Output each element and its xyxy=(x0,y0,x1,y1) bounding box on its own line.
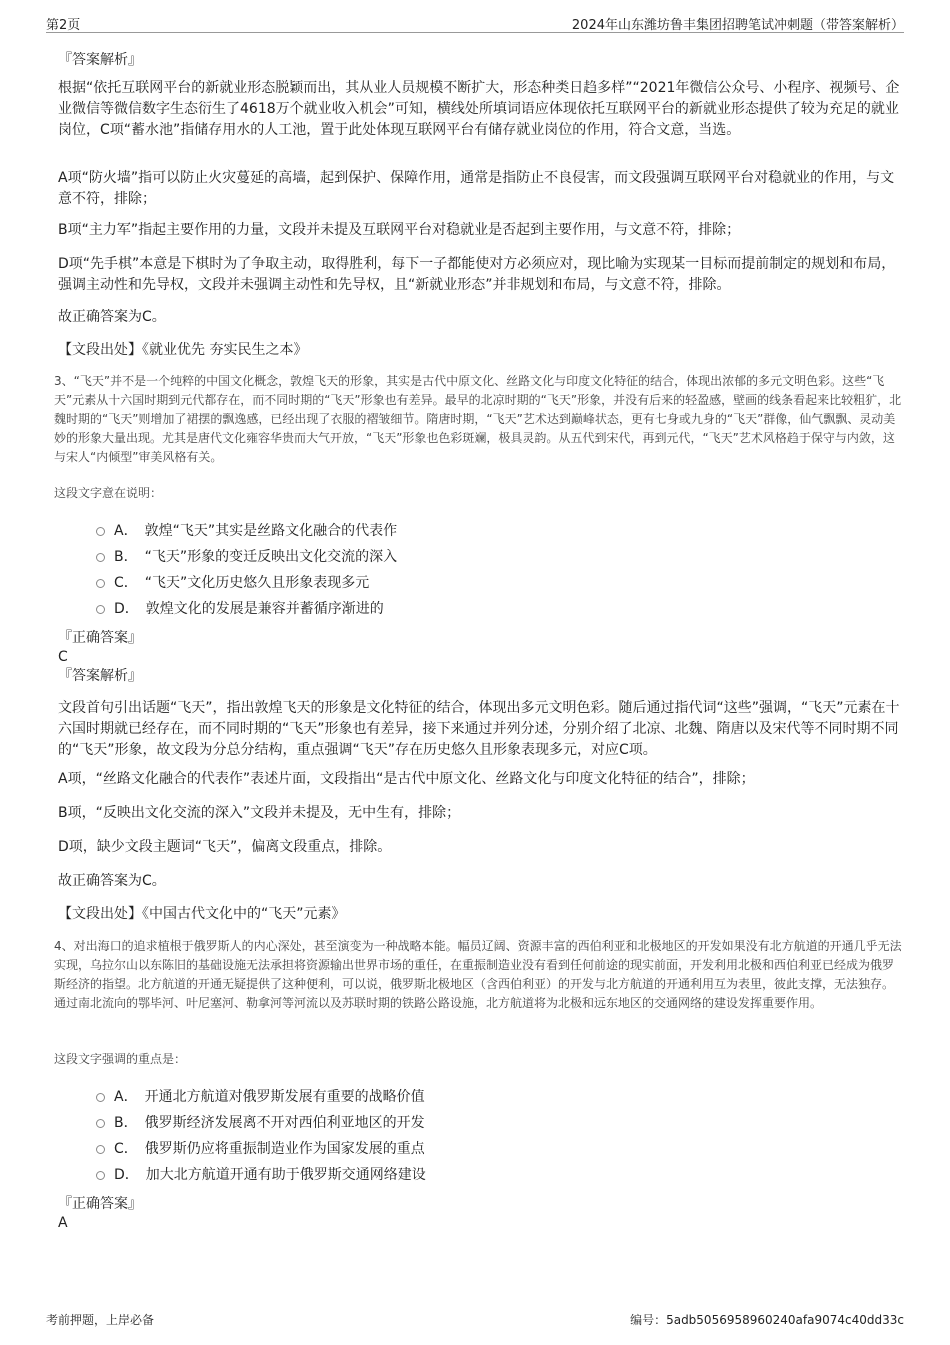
radio-icon[interactable] xyxy=(96,1145,105,1154)
option-label: D． 加大北方航道开通有助于俄罗斯交通网络建设 xyxy=(114,1167,426,1183)
section-label: 【文段出处】《就业优先 夯实民生之本》 xyxy=(58,342,308,358)
document-id: 编号：5adb5056958960240afa9074c40dd33c xyxy=(630,1313,904,1327)
option-label: B． “飞天”形象的变迁反映出文化交流的深入 xyxy=(114,549,398,565)
answer-option[interactable] xyxy=(58,570,902,596)
question-text: 4、对出海口的追求植根于俄罗斯人的内心深处，甚至演变为一种战略本能。幅员辽阔、资源丰富的西伯利亚和北极地区的开发如果没有北方航道的开通几乎无法实现，乌拉尔山以东陈旧的基础设施无法承担将资源输出世界市场的重任，在重振制造业没有看到任何前途的现实前面，开发利用北极和西伯利亚已经成为俄罗斯经济的指望。北方航道的开通无疑提供了这种便利，可以说，俄罗斯北极地区（含西伯利亚）的开发与北方航道的开通利用互为表里，彼此支撑，无法独存。通过南北流向的鄂毕河、叶尼塞河、勒拿河等河流以及苏联时期的铁路公路设施，北方航道将为北极和远东地区的交通网络的建设发挥重要作用。 xyxy=(54,939,902,1010)
option-label: C． 俄罗斯仍应将重振制造业作为国家发展的重点 xyxy=(114,1141,425,1157)
answer-option[interactable] xyxy=(58,596,902,622)
radio-icon[interactable] xyxy=(96,605,105,614)
question-text: 这段文字强调的重点是： xyxy=(54,1052,187,1066)
answer-option[interactable] xyxy=(58,1084,902,1110)
answer-option[interactable] xyxy=(58,1162,902,1188)
section-label: C xyxy=(58,649,68,665)
explanation-paragraph: A项“防火墙”指可以防止火灾蔓延的高墙，起到保护、保障作用，通常是指防止不良侵害，而文段强调互联网平台对稳就业的作用，与文意不符，排除； xyxy=(58,170,895,207)
section-label: A xyxy=(58,1215,68,1231)
explanation-paragraph: D项，缺少文段主题词“飞天”，偏离文段重点，排除。 xyxy=(58,839,392,855)
option-label: B． 俄罗斯经济发展离不开对西伯利亚地区的开发 xyxy=(114,1115,425,1131)
explanation-paragraph: D项“先手棋”本意是下棋时为了争取主动，取得胜利，每下一子都能使对方必须应对，现比喻为实现某一目标而提前制定的规划和布局，强调主动性和先导权，文段并未强调主动性和先导权，且“新就业形态”并非规划和布局，与文意不符，排除。 xyxy=(58,256,896,293)
question-text: 这段文字意在说明： xyxy=(54,486,163,500)
explanation-paragraph: 根据“依托互联网平台的新就业形态脱颖而出，其从业人员规模不断扩大，形态种类日趋多样”“2021年微信公众号、小程序、视频号、企业微信等微信数字生态衍生了4618万个就业收入机会”可知，横线处所填词语应体现依托互联网平台的新就业形态提供了较为充足的就业岗位，C项“蓄水池”指储存用水的人工池，置于此处体现互联网平台有储存就业岗位的作用，符合文意，当选。 xyxy=(58,80,900,138)
option-label: D． 敦煌文化的发展是兼容并蓄循序渐进的 xyxy=(114,601,384,617)
explanation-paragraph: B项“主力军”指起主要作用的力量，文段并未提及互联网平台对稳就业是否起到主要作用，与文意不符，排除； xyxy=(58,222,741,238)
option-label: C． “飞天”文化历史悠久且形象表现多元 xyxy=(114,575,370,591)
answer-option[interactable] xyxy=(58,518,902,544)
radio-icon[interactable] xyxy=(96,579,105,588)
option-label: A． 敦煌“飞天”其实是丝路文化融合的代表作 xyxy=(114,523,398,539)
explanation-paragraph: B项，“反映出文化交流的深入”文段并未提及，无中生有，排除； xyxy=(58,805,461,821)
radio-icon[interactable] xyxy=(96,527,105,536)
section-label: 『正确答案』 xyxy=(58,630,142,646)
footer-slogan: 考前押题，上岸必备 xyxy=(46,1313,155,1327)
question-text: 3、“飞天”并不是一个纯粹的中国文化概念，敦煌飞天的形象，其实是古代中原文化、丝路文化与印度文化特征的结合，体现出浓郁的多元文明色彩。这些“飞天”元素从十六国时期到元代都存在，而不同时期的“飞天”形象也有差异。最早的北凉时期的“飞天”形象，并没有后来的轻盈感，壁画的线条看起来比较粗犷，北魏时期的“飞天”则增加了裙摆的飘逸感，已经出现了衣服的褶皱细节。隋唐时期，“飞天”艺术达到巅峰状态，更有七身或九身的“飞天”群像，仙气飘飘、灵动美妙的形象大量出现。尤其是唐代文化雍容华贵而大气开放，“飞天”形象也色彩斑斓，极具灵韵。从五代到宋代，再到元代，“飞天”艺术风格趋于保守与内敛，这与宋人“内倾型”审美风格有关。 xyxy=(54,374,902,464)
section-label: 『答案解析』 xyxy=(58,52,142,68)
section-label: 『答案解析』 xyxy=(58,668,142,684)
option-label: A． 开通北方航道对俄罗斯发展有重要的战略价值 xyxy=(114,1089,425,1105)
section-label: 【文段出处】《中国古代文化中的“飞天”元素》 xyxy=(58,906,346,922)
explanation-paragraph: 故正确答案为C。 xyxy=(58,309,166,325)
answer-option[interactable] xyxy=(58,544,902,570)
section-label: 『正确答案』 xyxy=(58,1196,142,1212)
explanation-paragraph: 文段首句引出话题“飞天”，指出敦煌飞天的形象是文化特征的结合，体现出多元文明色彩。随后通过指代词“这些”强调，“飞天”元素在十六国时期就已经存在，而不同时期的“飞天”形象也有差异，接下来通过并列分述，分别介绍了北凉、北魏、隋唐以及宋代等不同时期不同的“飞天”形象，故文段为分总分结构，重点强调“飞天”存在历史悠久且形象表现多元，对应C项。 xyxy=(58,700,900,758)
page-footer xyxy=(46,1311,904,1331)
radio-icon[interactable] xyxy=(96,1171,105,1180)
explanation-paragraph: 故正确答案为C。 xyxy=(58,873,166,889)
radio-icon[interactable] xyxy=(96,553,105,562)
answer-option[interactable] xyxy=(58,1136,902,1162)
radio-icon[interactable] xyxy=(96,1093,105,1102)
answer-option[interactable] xyxy=(58,1110,902,1136)
page-number: 第2页 xyxy=(46,18,81,33)
radio-icon[interactable] xyxy=(96,1119,105,1128)
document-title: 2024年山东潍坊鲁丰集团招聘笔试冲刺题（带答案解析） xyxy=(571,18,904,33)
explanation-paragraph: A项，“丝路文化融合的代表作”表述片面，文段指出“是古代中原文化、丝路文化与印度文化特征的结合”，排除； xyxy=(58,771,755,787)
page-header xyxy=(46,10,904,33)
